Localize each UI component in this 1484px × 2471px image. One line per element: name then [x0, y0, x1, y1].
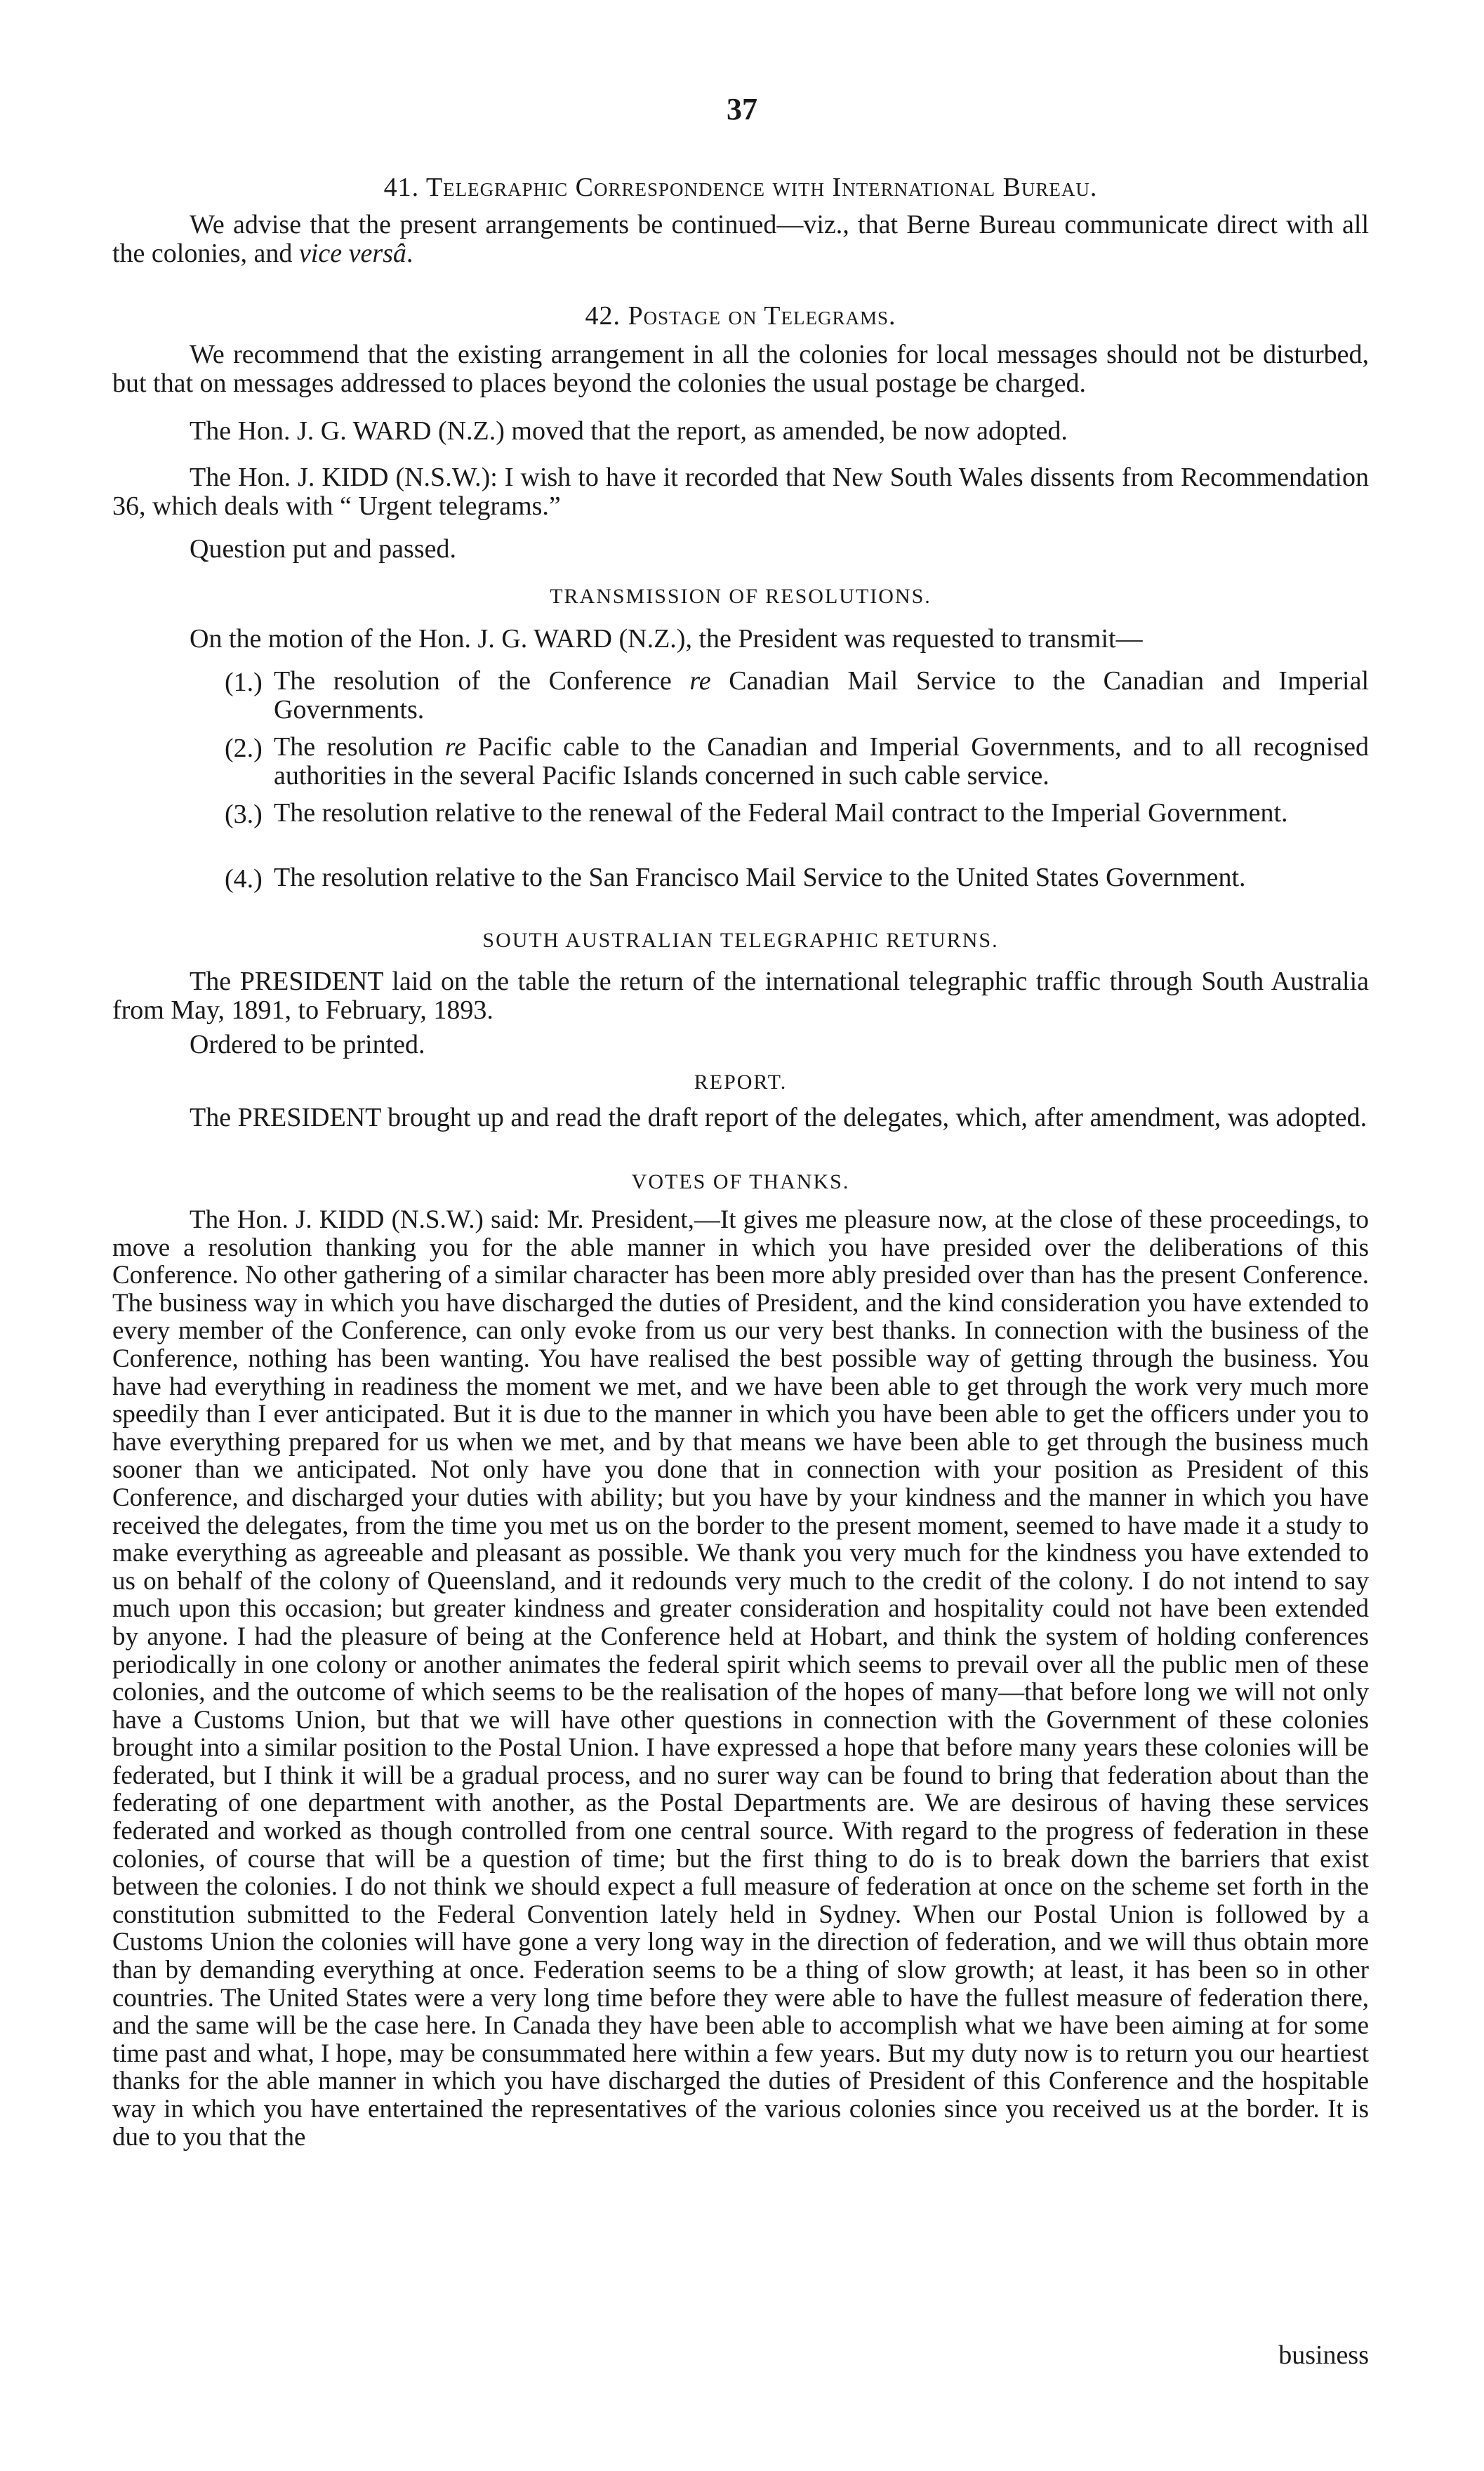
question-passed-text: Question put and passed.: [190, 534, 456, 564]
votes-heading: VOTES OF THANKS.: [631, 1170, 850, 1193]
resolution-item: [225, 799, 1369, 856]
section-41-italic: vice versâ: [298, 239, 406, 268]
section-42-heading: 42. Postage on Telegrams.: [585, 301, 896, 331]
resolution-item: [225, 733, 1369, 790]
resolution-text: [274, 667, 1369, 724]
section-41-paragraph: [112, 211, 1369, 268]
resolution-number: (4.): [225, 864, 263, 894]
transmission-heading-wrap: [112, 581, 1369, 612]
resolution-number: (1.): [225, 668, 263, 697]
question-passed-1: [112, 535, 1369, 564]
section-41-text: We advise that the present arrangements be continued—viz., that Berne Bureau communicate direct with all the colonies, and: [112, 210, 1369, 268]
catchword-wrap: [112, 2341, 1369, 2370]
resolution-number: (3.): [225, 800, 263, 829]
transmission-intro: On the motion of the Hon. J. G. WARD (N.Z.), the President was requested to transmit—: [190, 624, 1143, 654]
section-42-body: [112, 340, 1369, 398]
resolution-text: The resolution relative to the renewal of the Federal Mail contract to the Imperial Government.: [274, 798, 1288, 828]
report-heading: REPORT.: [694, 1071, 788, 1094]
sa-returns-ordered-wrap: [112, 1031, 1369, 1059]
sa-returns-body-wrap: [112, 967, 1369, 1025]
motion-text: The Hon. J. G. WARD (N.Z.) moved that the report, as amended, be now adopted.: [190, 416, 1068, 446]
resolution-text-a: The resolution: [274, 732, 445, 762]
votes-heading-wrap: [112, 1167, 1369, 1198]
resolution-text: [274, 733, 1369, 790]
report-body-wrap: [112, 1104, 1369, 1132]
resolution-item: [225, 863, 1369, 894]
section-41-period: .: [406, 239, 413, 268]
page-number: 37: [727, 92, 757, 126]
resolution-number: (2.): [225, 734, 263, 763]
resolution-text: The resolution relative to the San Francisco Mail Service to the United States Government.: [274, 863, 1246, 892]
sa-returns-heading-wrap: [112, 925, 1369, 956]
section-41-heading: 41. Telegraphic Correspondence with International Bureau.: [383, 173, 1098, 202]
resolution-text-a: The resolution of the Conference: [274, 666, 690, 696]
resolution-text-b: Canadian Mail Service to the Canadian and Imperial Governments.: [274, 666, 1369, 724]
votes-body-wrap: [112, 1206, 1369, 2151]
resolution-text-b: Pacific cable to the Canadian and Imperial Governments, and to all recognised authorities in the several Pacific Islands concerned in such cable service.: [274, 732, 1369, 790]
resolution-item: [225, 667, 1369, 724]
section-42: [112, 300, 1369, 331]
resolution-re: re: [689, 666, 711, 696]
sa-returns-ordered: Ordered to be printed.: [190, 1030, 425, 1059]
section-42-paragraph: We recommend that the existing arrangement in all the colonies for local messages should not be disturbed, but that on messages addressed to places beyond the colonies the usual postage be charged.: [112, 340, 1369, 398]
kidd-dissent-text: The Hon. J. KIDD (N.S.W.): I wish to have it recorded that New South Wales dissents from Recommendation 36, which deals with “ Urgent telegrams.”: [112, 463, 1369, 521]
report-heading-wrap: [112, 1067, 1369, 1098]
section-41: [112, 172, 1369, 203]
section-41-body: [112, 211, 1369, 268]
report-body: The PRESIDENT brought up and read the draft report of the delegates, which, after amendment, was adopted.: [190, 1103, 1367, 1132]
kidd-dissent-paragraph: [112, 463, 1369, 521]
sa-returns-body: The PRESIDENT laid on the table the return of the international telegraphic traffic through South Australia from May, 1891, to February, 1893.: [112, 967, 1369, 1025]
votes-body: The Hon. J. KIDD (N.S.W.) said: Mr. President,—It gives me pleasure now, at the close of these proceedings, to move a resolution thanking you for the able manner in which you have presided over the deliberations of this Conference. No other gathering of a similar character has been more ably presided over than has the present Conference. The business way in which you have discharged the duties of President, and the kind consideration you have extended to every member of the Conference, can only evoke from us our very best thanks. In connection with the business of the Conference, nothing has been wanting. You have realised the best possible way of getting through the business. You have had everything in readiness the moment we met, and we have been able to get through the work very much more speedily than I ever anticipated. But it is due to the manner in which you have been able to get the officers under you to have everything prepared for us when we met, and by that means we have been able to get through the business much sooner than we anticipated. Not only have you done that in connection with your position as President of this Conference, and discharged your duties with ability; but you have by your kindness and the manner in which you have received the delegates, from the time you met us on the border to the present moment, seemed to have made it a study to make everything as agreeable and pleasant as possible. We thank you very much for the kindness you have extended to us on behalf of the colony of Queensland, and it redounds very much to the credit of the colony. I do not intend to say much upon this occasion; but greater kindness and greater consideration and hospitality could not have been extended by anyone. I had the pleasure of being at the Conference held at Hobart, and think the system of holding conferences periodically in one colony or another animates the federal spirit which seems to prevail over all the public men of these colonies, and the outcome of which seems to be the realisation of the hopes of many—that before long we will not only have a Customs Union, but that we will have other questions in connection with the Government of these colonies brought into a similar position to the Postal Union. I have expressed a hope that before many years these colonies will be federated, but I think it will be a gradual process, and no surer way can be found to bring that federation about than the federating of one department with another, as the Postal Departments are. We are desirous of having these services federated and worked as though controlled from one central source. With regard to the progress of federation in these colonies, of course that will be a question of time; but the first thing to do is to break down the barriers that exist between the colonies. I do not think we should expect a full measure of federation at once on the scheme set forth in the constitution submitted to the Federal Convention lately held in Sydney. When our Postal Union is followed by a Customs Union the colonies will have gone a very long way in the direction of federation, and we will thus obtain more than by demanding everything at once. Federation seems to be a thing of slow growth; at least, it has been so in other countries. The United States were a very long time before they were able to have the fullest measure of federation there, and the same will be the case here. In Canada they have been able to accomplish what we have been aiming at for some time past and what, I hope, may be consummated here within a few years. But my duty now is to return you our heartiest thanks for the able manner in which you have discharged the duties of President of this Conference and the hospitable way in which you have entertained the representatives of the various colonies since you received us at the border. It is due to you that the: [112, 1205, 1369, 2152]
sa-returns-heading: SOUTH AUSTRALIAN TELEGRAPHIC RETURNS.: [482, 929, 999, 952]
resolution-re: re: [444, 732, 466, 762]
catchword: business: [1278, 2340, 1369, 2370]
transmission-intro-wrap: [112, 625, 1369, 654]
motion-paragraph: [112, 417, 1369, 446]
transmission-heading: TRANSMISSION OF RESOLUTIONS.: [550, 585, 932, 608]
